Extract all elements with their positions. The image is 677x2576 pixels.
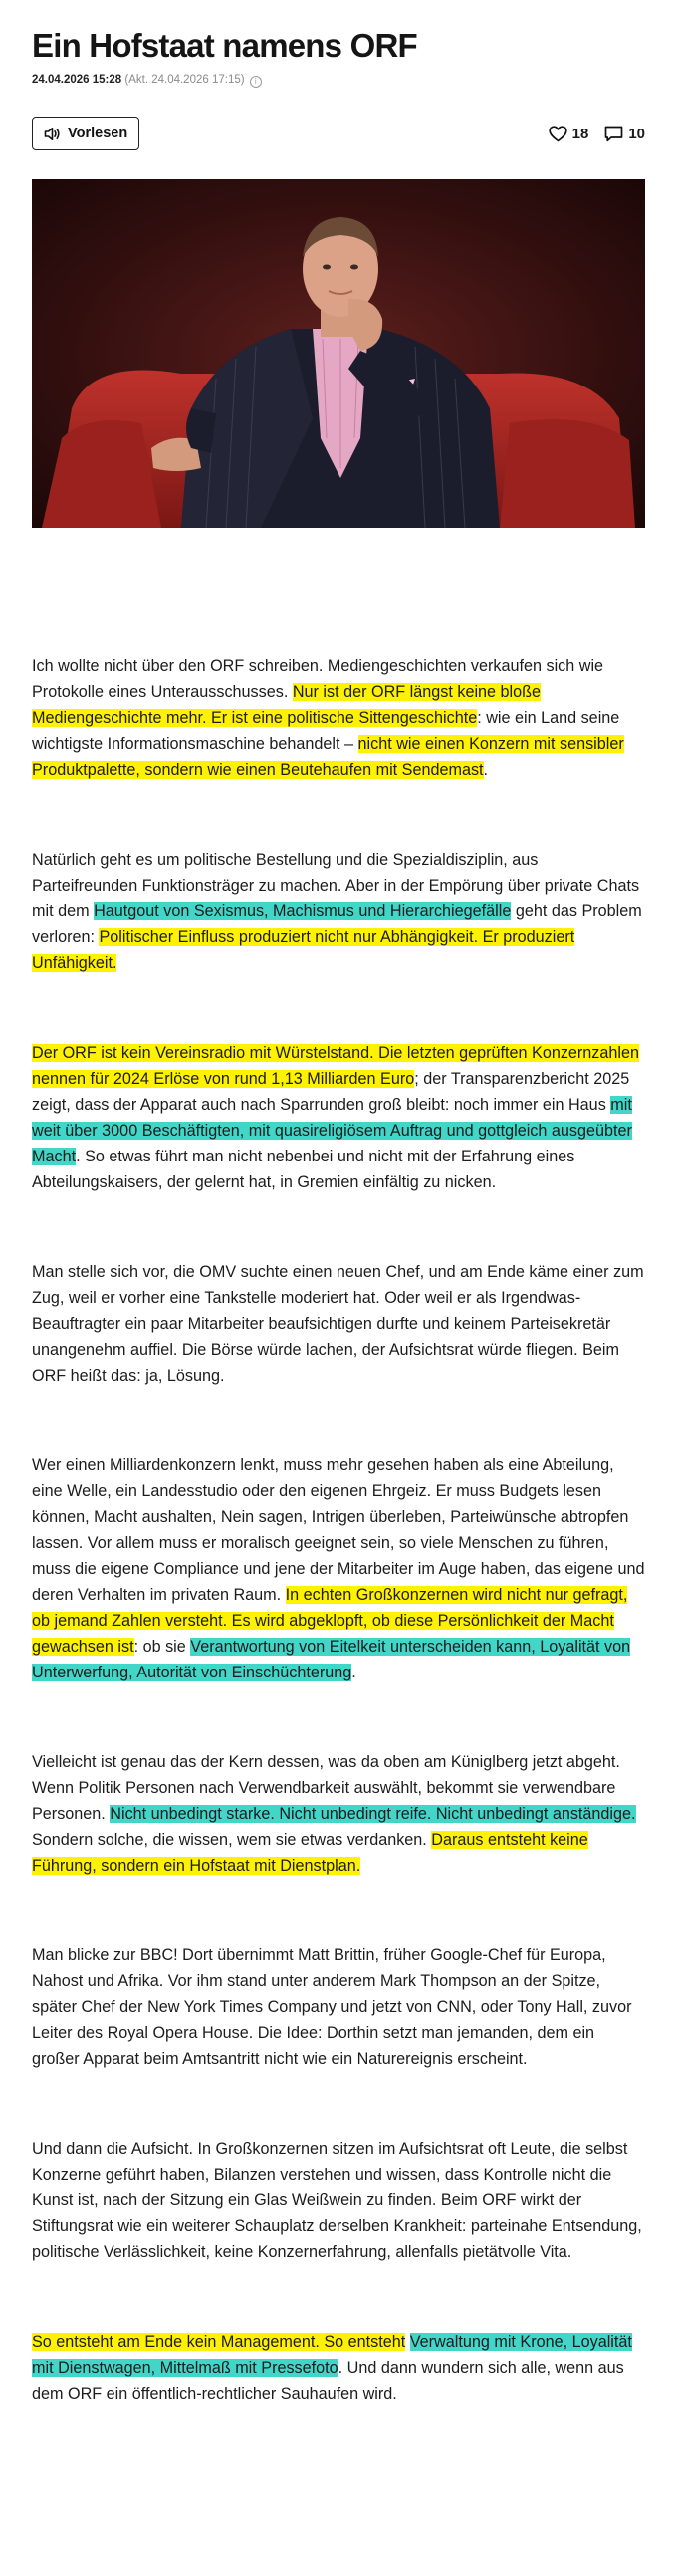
heart-icon: [549, 126, 567, 142]
like-count: 18: [571, 125, 589, 142]
article-paragraph: [32, 1040, 645, 1195]
paragraph-text: : wie ein Land seine wichtigste Informationsmaschine behandelt –: [32, 709, 620, 753]
article-body: [32, 653, 645, 2407]
turquoise-highlight: Hautgout von Sexismus, Machismus und Hierarchiegefälle: [94, 902, 512, 920]
article-toolbar: [32, 116, 645, 151]
read-aloud-label: Vorlesen: [68, 126, 128, 141]
comment-counter[interactable]: [604, 126, 645, 142]
paragraph-text: .: [483, 761, 489, 779]
paragraph-text: Natürlich geht es um politische Bestellung und die Spezialdisziplin, aus Parteifreunden Funktionsträger zu machen. Aber in der Empörung über private Chats mit dem: [32, 851, 640, 920]
turquoise-highlight: Verantwortung von Eitelkeit unterscheiden kann, Loyalität von Unterwerfung, Autorität von Einschüchterung: [32, 1638, 631, 1681]
article-title: Ein Hofstaat namens ORF: [32, 27, 417, 64]
paragraph-text: Vielleicht ist genau das der Kern dessen, was da oben am Küniglberg jetzt abgeht. Wenn Politik Personen nach Verwendbarkeit auswählt, bekommt sie verwendbare Personen.: [32, 1753, 620, 1823]
paragraph-text: Ich wollte nicht über den ORF schreiben. Mediengeschichten verkaufen sich wie Protokolle eines Unterausschusses.: [32, 657, 604, 701]
paragraph-text: Sondern solche, die wissen, wem sie etwas verdanken.: [32, 1831, 432, 1849]
paragraph-text: . So etwas führt man nicht nebenbei und nicht mit der Erfahrung eines Abteilungskaisers, der gelernt hat, in Gremien einfältig zu nicken.: [32, 1148, 575, 1191]
portrait-photo: [32, 179, 645, 528]
yellow-highlight: Daraus entsteht keine Führung, sondern ein Hofstaat mit Dienstplan.: [32, 1831, 588, 1875]
paragraph-text: . Und dann wundern sich alle, wenn aus dem ORF ein öffentlich-rechtlicher Sauhaufen wird.: [32, 2359, 624, 2403]
like-counter[interactable]: [549, 126, 589, 142]
paragraph-text: Man blicke zur BBC! Dort übernimmt Matt Brittin, früher Google-Chef für Europa, Nahost und Afrika. Vor ihm stand unter anderem Mark Thompson an der Spitze, später Chef der New York Times Company und jetzt von CNN, oder Tony Hall, zuvor Leiter des Royal Opera House. Die Idee: Dorthin setzt man jemanden, dem ein großer Apparat beim Amtsantritt nicht wie ein Naturereignis erscheint.: [32, 1946, 632, 2068]
paragraph-text: Wer einen Milliardenkonzern lenkt, muss mehr gesehen haben als eine Abteilung, eine Welle, ein Landesstudio oder den eigenen Ehrgeiz. Er muss Budgets lesen können, Macht aushalten, Nein sagen, Intrigen überleben, Parteiwünsche abtropfen lassen. Vor allem muss er moralisch geeignet sein, so viele Menschen zu führen, muss die eigene Compliance und jene der Mitarbeiter im Auge haben, das eigene und deren Verhalten im privaten Raum.: [32, 1456, 645, 1604]
turquoise-highlight: mit weit über 3000 Beschäftigten, mit quasireligiösem Auftrag und gottgleich ausgeübter Macht: [32, 1096, 632, 1165]
article-meta: [32, 72, 645, 88]
turquoise-highlight: Verwaltung mit Krone, Loyalität mit Dienstwagen, Mittelmaß mit Pressefoto: [32, 2333, 632, 2377]
update-date: (Akt. 24.04.2026 17:15): [124, 74, 245, 86]
article-paragraph: [32, 2329, 645, 2407]
comment-icon: [604, 126, 623, 142]
yellow-highlight: Der ORF ist kein Vereinsradio mit Würstelstand. Die letzten geprüften Konzernzahlen nennen für 2024 Erlöse von rund 1,13 Milliarden Euro: [32, 1044, 640, 1088]
reaction-counters: [549, 126, 645, 142]
publish-date: 24.04.2026 15:28: [32, 74, 122, 86]
yellow-highlight: In echten Großkonzernen wird nicht nur gefragt, ob jemand Zahlen versteht. Es wird abgeklopft, ob diese Persönlichkeit der Macht gewachsen ist: [32, 1586, 628, 1656]
paragraph-text: : ob sie: [133, 1638, 191, 1656]
comment-count: 10: [628, 125, 645, 142]
speaker-icon: [44, 127, 61, 141]
article-page: [0, 26, 677, 2407]
article-paragraph: [32, 847, 645, 976]
article-paragraph: [32, 1259, 645, 1389]
article-paragraph: [32, 1942, 645, 2072]
article-hero-image: [32, 179, 645, 528]
paragraph-text: .: [351, 1664, 356, 1681]
read-aloud-button[interactable]: [32, 117, 139, 150]
article-paragraph: [32, 2136, 645, 2265]
info-icon[interactable]: i: [250, 76, 262, 88]
yellow-highlight: Politischer Einfluss produziert nicht nur Abhängigkeit. Er produziert Unfähigkeit.: [32, 928, 575, 972]
paragraph-text: ; der Transparenzbericht 2025 zeigt, dass der Apparat auch nach Sparrunden groß bleibt: noch immer ein Haus: [32, 1070, 630, 1114]
yellow-highlight: nicht wie einen Konzern mit sensibler Produktpalette, sondern wie einen Beutehaufen mit Sendemast: [32, 735, 624, 779]
yellow-highlight: Nur ist der ORF längst keine bloße Mediengeschichte mehr. Er ist eine politische Sittengeschichte: [32, 683, 542, 727]
article-paragraph: [32, 653, 645, 783]
yellow-highlight: So entsteht am Ende kein Management. So entsteht: [32, 2333, 406, 2351]
turquoise-highlight: Nicht unbedingt starke. Nicht unbedingt reife. Nicht unbedingt anständige.: [110, 1805, 636, 1823]
paragraph-text: Man stelle sich vor, die OMV suchte einen neuen Chef, und am Ende käme einer zum Zug, weil er vorher eine Tankstelle moderiert hat. Oder weil er als Irgendwas-Beauftragter ein paar Mitarbeiter beaufsichtigen durfte und keinem Parteisekretär unangenehm auffiel. Die Börse würde lachen, der Aufsichtsrat würde fliegen. Beim ORF heißt das: ja, Lösung.: [32, 1263, 644, 1385]
paragraph-text: geht das Problem verloren:: [32, 902, 642, 946]
article-paragraph: [32, 1749, 645, 1879]
paragraph-text: Und dann die Aufsicht. In Großkonzernen sitzen im Aufsichtsrat oft Leute, die selbst Konzerne geführt haben, Bilanzen verstehen und wissen, dass Kontrolle nicht die Kunst ist, nach der Sitzung ein Glas Weißwein zu finden. Beim ORF wirkt der Stiftungsrat wie ein weiterer Schauplatz derselben Krankheit: parteinahe Entsendung, politische Verlässlichkeit, keine Konzernerfahrung, allenfalls pietätvolle Vita.: [32, 2140, 642, 2261]
article-paragraph: [32, 1452, 645, 1685]
